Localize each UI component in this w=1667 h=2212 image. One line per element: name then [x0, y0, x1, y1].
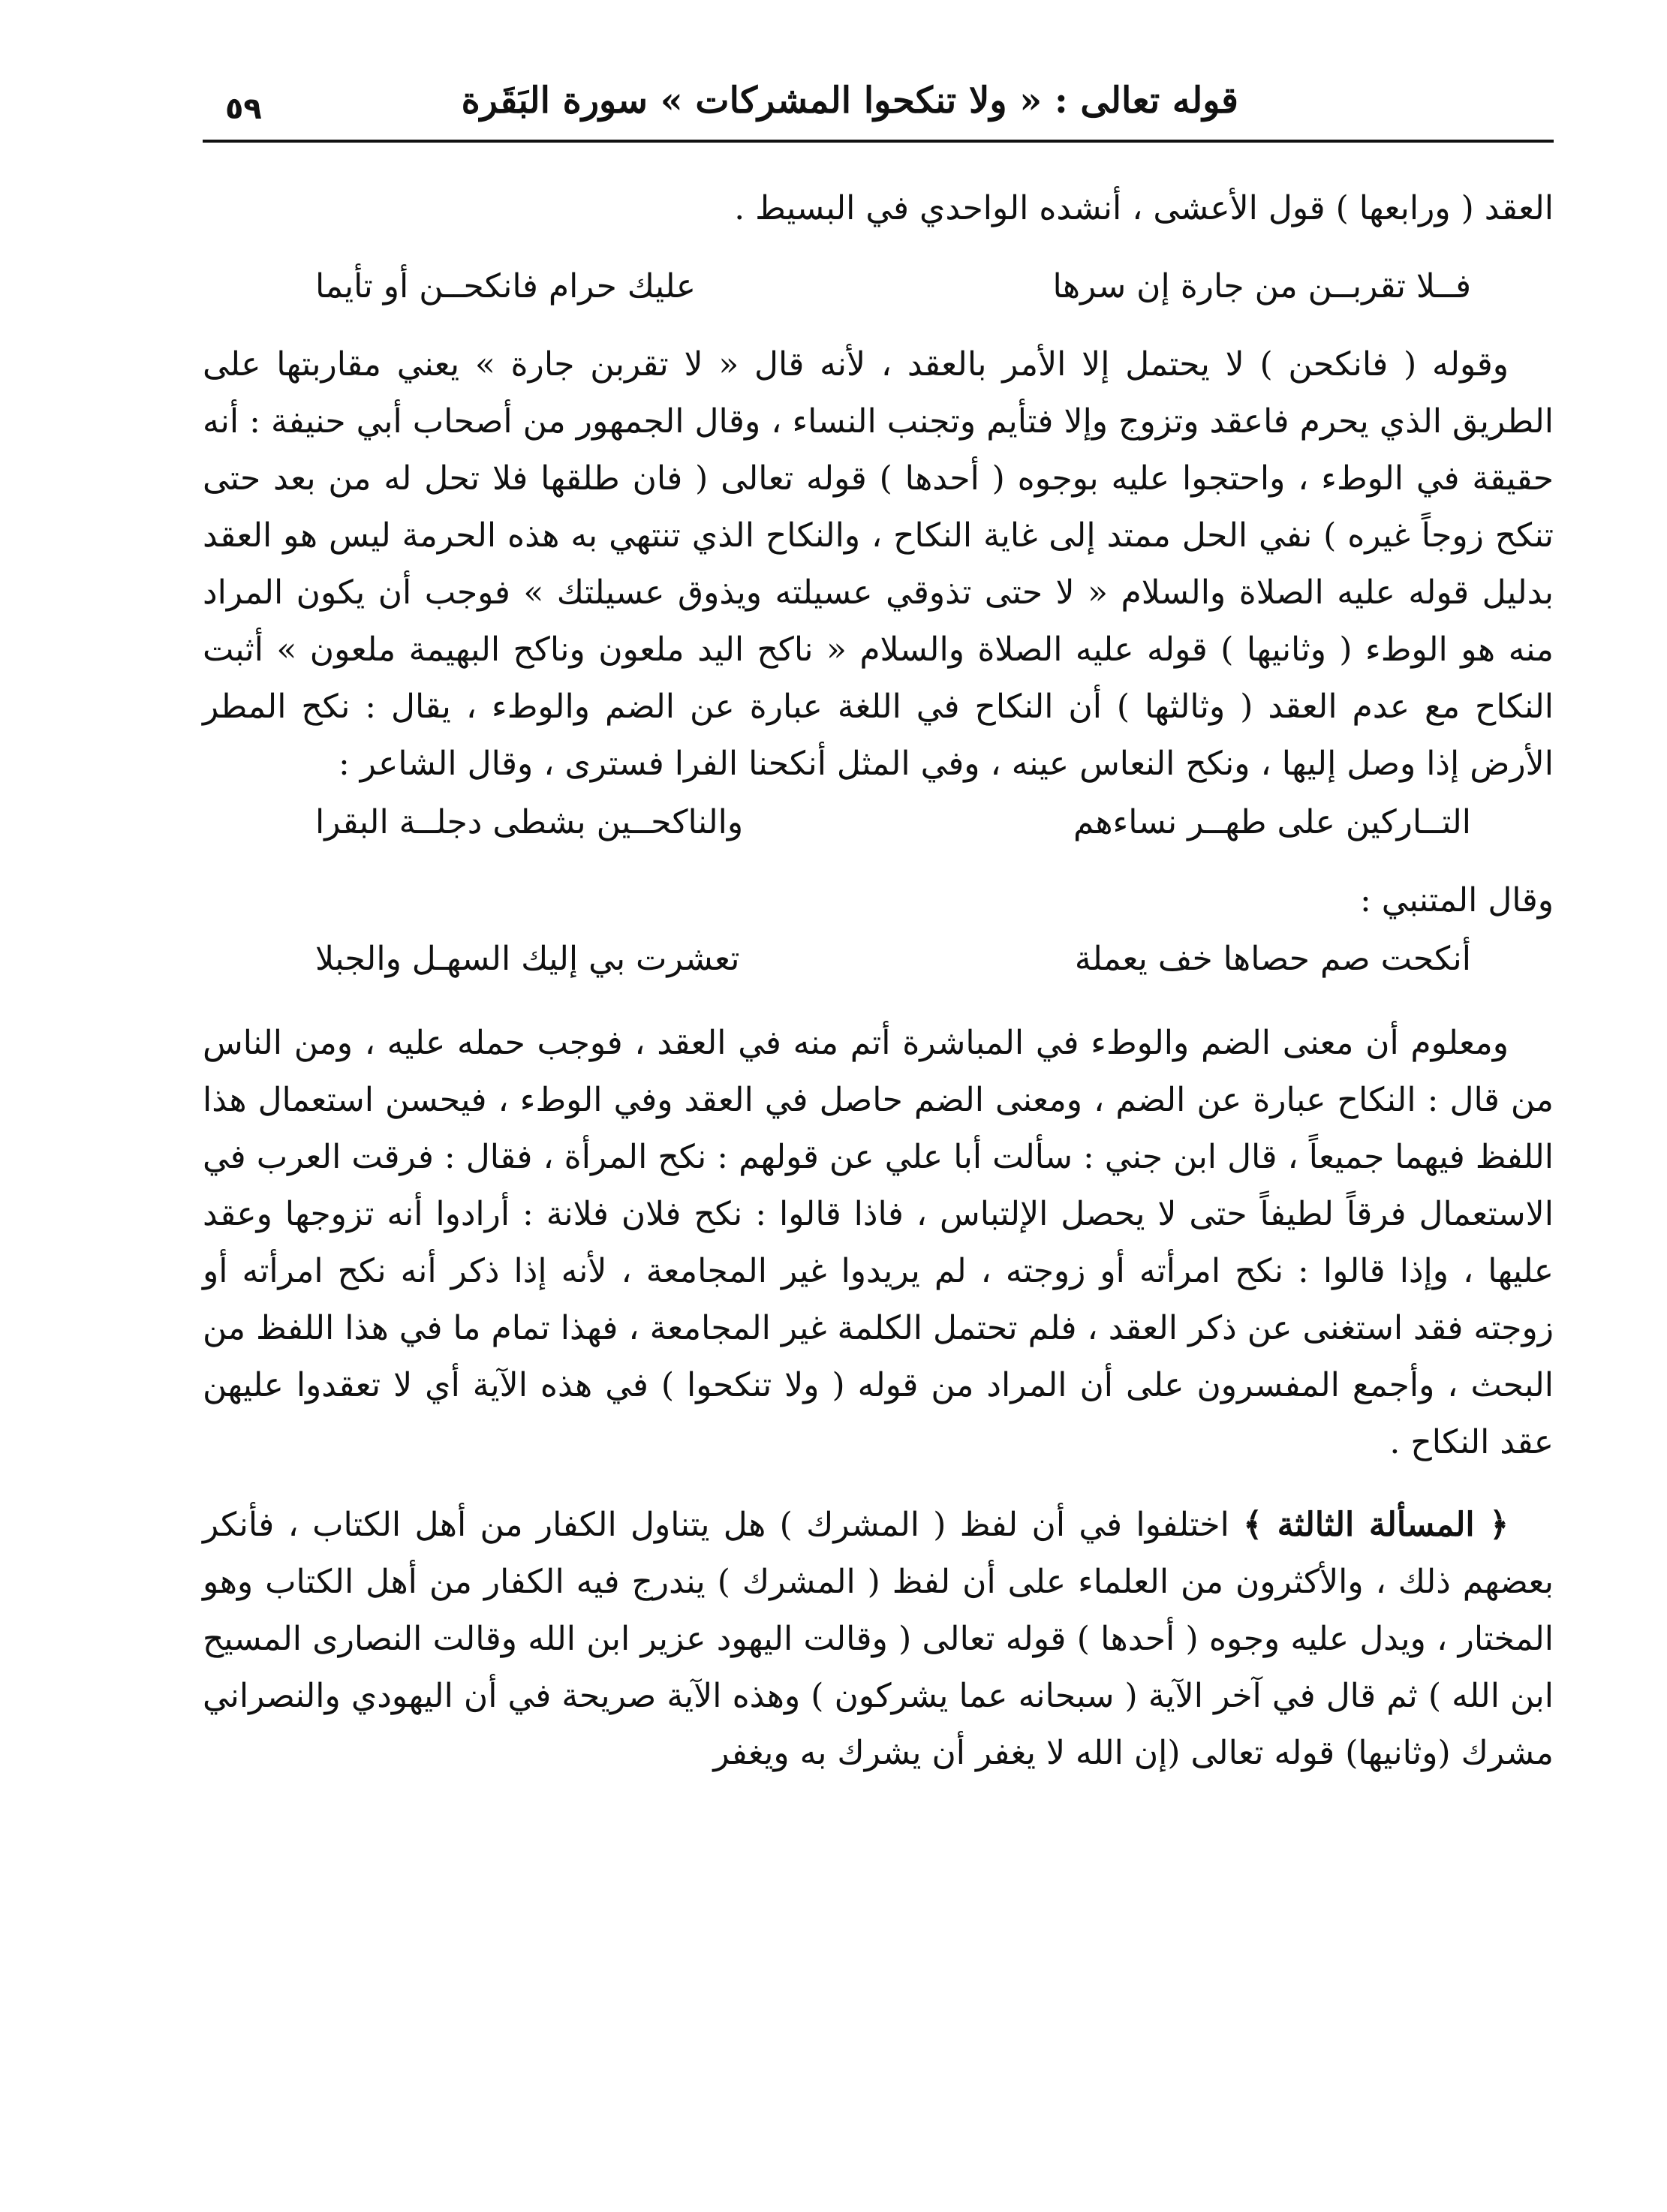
verse-1-second-hemistich: عليك حرام فانكحــن أو تأيما [315, 267, 696, 305]
poetry-verse-2 [203, 793, 1554, 853]
paragraph-third-issue [203, 1497, 1554, 1782]
verse-1-first-hemistich: فــلا تقربــن من جارة إن سرها [1052, 267, 1471, 305]
section-heading: ﴿ المسألة الثالثة ﴾ [1243, 1506, 1509, 1544]
paragraph-mutanabbi: وقال المتنبي : [1359, 881, 1554, 919]
book-page [203, 75, 1554, 2162]
verse-2-first-hemistich: التــاركين على طهــر نساءهم [1073, 803, 1471, 841]
paragraph-arguments: وقوله ( فانكحن ) لا يحتمل إلا الأمر بالعقد ، لأنه قال « لا تقربن جارة » يعني مقاربتها على الطريق الذي يحرم فاعقد وتزوج وإلا فتأيم وتجنب النساء ، وقال الجمهور من أصحاب أبي حنيفة : أنه حقيقة في الوطء ، واحتجوا عليه بوجوه ( أحدها ) قوله تعالى ( فان طلقها فلا تحل له من بعد حتى تنكح زوجاً غيره ) نفي الحل ممتد إلى غاية النكاح ، والنكاح الذي تنتهي به هذه الحرمة ليس هو العقد بدليل قوله عليه الصلاة والسلام « لا حتى تذوقي عسيلته ويذوق عسيلتك » فوجب أن يكون المراد منه هو الوطء ( وثانيها ) قوله عليه الصلاة والسلام « ناكح اليد ملعون وناكح البهيمة ملعون » أثبت النكاح مع عدم العقد ( وثالثها ) أن النكاح في اللغة عبارة عن الضم والوطء ، يقال : نكح المطر الأرض إذا وصل إليها ، ونكح النعاس عينه ، وفي المثل أنكحنا الفرا فسترى ، وقال الشاعر : [203, 345, 1554, 783]
poetry-verse-3 [203, 929, 1554, 989]
poetry-verse-1 [203, 257, 1554, 317]
verse-3-second-hemistich: تعشرت بي إليك السهـل والجبلا [315, 940, 740, 978]
third-issue-text: اختلفوا في أن لفظ ( المشرك ) هل يتناول الكفار من أهل الكتاب ، فأنكر بعضهم ذلك ، والأكثرون من العلماء على أن لفظ ( المشرك ) يندرج فيه الكفار من أهل الكتاب وهو المختار ، ويدل عليه وجوه ( أحدها ) قوله تعالى ( وقالت اليهود عزير ابن الله وقالت النصارى المسيح ابن الله ) ثم قال في آخر الآية ( سبحانه عما يشركون ) وهذه الآية صريحة في أن اليهودي والنصراني مشرك (وثانيها) قوله تعالى (إن الله لا يغفر أن يشرك به ويغفر [203, 1506, 1554, 1772]
verse-3-first-hemistich: أنكحت صم حصاها خف يعملة [1074, 940, 1471, 978]
page-number: ٥٩ [225, 92, 262, 126]
page-header [203, 75, 1554, 143]
verse-2-second-hemistich: والناكحــين بشطى دجلــة البقرا [315, 803, 744, 841]
paragraph-meaning: ومعلوم أن معنى الضم والوطء في المباشرة أتم منه في العقد ، فوجب حمله عليه ، ومن الناس من قال : النكاح عبارة عن الضم ، ومعنى الضم حاصل في العقد وفي الوطء ، فيحسن استعمال هذا اللفظ فيهما جميعاً ، قال ابن جني : سألت أبا علي عن قولهم : نكح المرأة ، فقال : فرقت العرب في الاستعمال فرقاً لطيفاً حتى لا يحصل الإلتباس ، فاذا قالوا : نكح فلان فلانة : أرادوا أنه تزوجها وعقد عليها ، وإذا قالوا : نكح امرأته أو زوجته ، لم يريدوا غير المجامعة ، لأنه إذا ذكر أنه نكح امرأته أو زوجته فقد استغنى عن ذكر العقد ، فلم تحتمل الكلمة غير المجامعة ، فهذا تمام ما في هذا اللفظ من البحث ، وأجمع المفسرون على أن المراد من قوله ( ولا تنكحوا ) في هذه الآية أي لا تعقدوا عليهن عقد النكاح . [203, 1024, 1554, 1461]
running-title: قوله تعالى : « ولا تنكحوا المشركات » سورة البَقَرة [461, 80, 1238, 122]
paragraph-intro: العقد ( ورابعها ) قول الأعشى ، أنشده الواحدي في البسيط . [734, 189, 1554, 227]
page-body [203, 180, 1554, 1782]
